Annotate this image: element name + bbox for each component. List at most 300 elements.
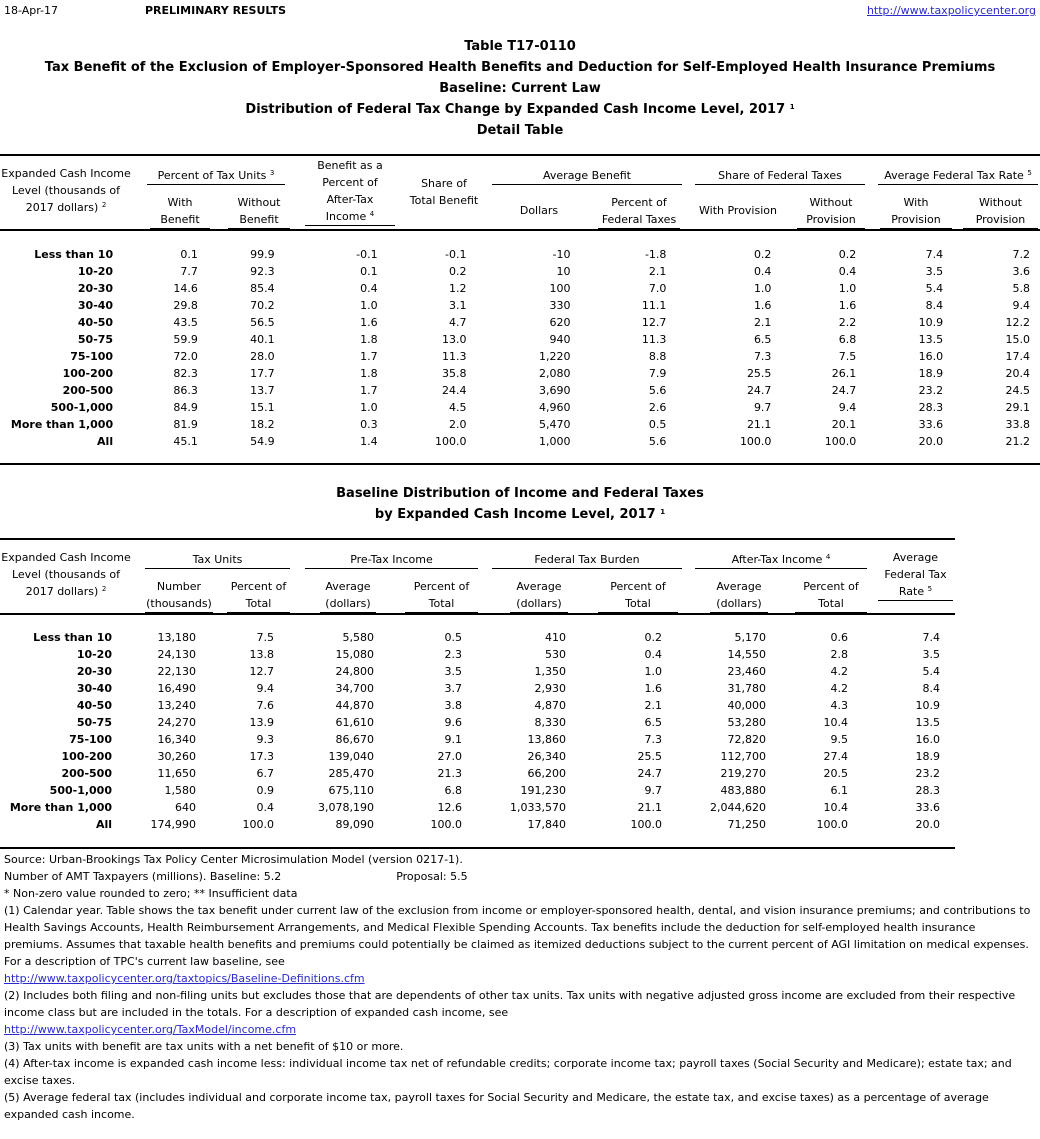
table-cell: 24.5 [1005, 384, 1030, 397]
table-cell: 7.4 [925, 248, 944, 261]
baseline-definitions-link[interactable]: http://www.taxpolicycenter.org/taxtopics/Baseline-Definitions.cfm [4, 972, 365, 985]
col-header-pct-fed-taxes: Percent of Federal Taxes [598, 194, 680, 229]
table-cell: 0.4 [838, 265, 857, 278]
table-cell: 1.0 [838, 282, 857, 295]
table-row [0, 331, 1030, 348]
table-cell: 53,280 [727, 716, 766, 729]
table-row [0, 365, 1030, 382]
footnote-1-baseline: For a description of TPC's current law baseline, see [4, 955, 285, 968]
table-row [0, 663, 940, 680]
table-cell: 24.7 [637, 767, 662, 780]
footnote-3: (3) Tax units with benefit are tax units with a net benefit of $10 or more. [4, 1040, 404, 1053]
table-cell: 40.1 [250, 333, 275, 346]
table-cell: 3.5 [922, 648, 940, 661]
col-header-income-level: Expanded Cash Income Level (thousands of 2017 dollars) $^2$ [1, 167, 131, 214]
row-label: 100-200 [62, 367, 114, 380]
table-cell: 28.3 [915, 784, 940, 797]
table-cell: 31,780 [727, 682, 766, 695]
row-label: 75-100 [70, 350, 114, 363]
table-cell: 2.3 [444, 648, 462, 661]
table-cell: 13.5 [915, 716, 940, 729]
table-cell: 7.9 [648, 367, 667, 380]
table-cell: 0.4 [644, 648, 662, 661]
table-cell: 23,460 [727, 665, 766, 678]
table-cell: 71,250 [727, 818, 766, 831]
table-cell: 0.4 [256, 801, 274, 814]
table-cell: 85.4 [250, 282, 275, 295]
divider [0, 229, 1040, 231]
table-cell: 1,220 [539, 350, 571, 363]
table-cell: 2.1 [648, 265, 667, 278]
table-cell: 1.6 [360, 316, 378, 329]
table-cell: 7.4 [922, 631, 940, 644]
table-cell: 2,080 [539, 367, 571, 380]
divider [0, 463, 1040, 465]
table-cell: 139,040 [328, 750, 374, 763]
table-cell: 7.0 [648, 282, 667, 295]
table-cell: 112,700 [720, 750, 766, 763]
row-label: Less than 10 [34, 248, 114, 261]
table-row [0, 314, 1030, 331]
table-cell: 92.3 [250, 265, 275, 278]
col-header-aftertax-avg: Average (dollars) [710, 578, 768, 613]
table-cell: 4.5 [449, 401, 467, 414]
divider [0, 613, 955, 615]
table-cell: 0.4 [753, 265, 772, 278]
table-cell: 9.4 [1012, 299, 1030, 312]
table-cell: 28.0 [250, 350, 275, 363]
table-cell: 5.6 [648, 384, 667, 397]
table-cell: 5,470 [539, 418, 571, 431]
table-cell: 20.0 [915, 818, 940, 831]
col-header-number: Number (thousands) [145, 578, 213, 613]
row-label: More than 1,000 [10, 418, 114, 431]
table-row [0, 782, 940, 799]
table-cell: 8,330 [534, 716, 566, 729]
baseline-table [0, 629, 940, 833]
table-row [0, 246, 1030, 263]
footnote-4: (4) After-tax income is expanded cash income less: individual income tax net of refundable credits; corporate income tax; payroll taxes (Social Security and Medicare); estate tax; and excise taxes. [4, 1057, 1012, 1087]
table-cell: 72.0 [173, 350, 198, 363]
table-cell: 191,230 [520, 784, 566, 797]
row-label: Less than 10 [33, 631, 112, 644]
footnote-1: (1) Calendar year. Table shows the tax benefit under current law of the exclusion from income or employer-sponsored health, dental, and vision insurance premiums; and contributions to Health Savings Accounts, Health Reimbursement Arrangements, and Medical Flexible Spending Accounts. Tax benefits include the deduction for self-employed health insurance premiums. Assumes that taxable health benefits and premiums could potentially be claimed as itemized deductions subject to the current percent of AGI limitation on medical expenses. [4, 904, 1031, 951]
table-cell: 0.3 [360, 418, 378, 431]
table-cell: 13.8 [249, 648, 274, 661]
table-cell: 25.5 [746, 367, 772, 380]
col-header-pretax-avg: Average (dollars) [320, 578, 376, 613]
table-cell: 21.1 [637, 801, 662, 814]
table-cell: 33.8 [1005, 418, 1030, 431]
table-cell: 66,200 [527, 767, 566, 780]
table-id: Table T17-0110 [464, 39, 576, 54]
col-header-dollars: Dollars [519, 204, 559, 217]
col-header-units-pct: Percent of Total [227, 578, 290, 613]
table-cell: 44,870 [335, 699, 374, 712]
table-cell: 1.0 [644, 665, 662, 678]
table-cell: 1.2 [449, 282, 467, 295]
table-cell: 86.3 [173, 384, 198, 397]
col-header-burden-pct: Percent of Total [598, 578, 678, 613]
row-label: More than 1,000 [9, 801, 112, 814]
table-cell: 26.1 [831, 367, 857, 380]
table-cell: 4.3 [830, 699, 848, 712]
table-cell: 2.0 [449, 418, 467, 431]
table-cell: 11,650 [157, 767, 196, 780]
table-cell: 20.0 [918, 435, 944, 448]
subtitle: Distribution of Federal Tax Change by Expanded Cash Income Level, 2017 $^1$ [245, 102, 795, 117]
table-cell: 5.8 [1012, 282, 1030, 295]
table-cell: 20.1 [831, 418, 857, 431]
table-cell: 3.8 [444, 699, 462, 712]
col-header-without-benefit: Without Benefit [228, 194, 290, 229]
table-cell: 21.1 [746, 418, 772, 431]
table-cell: 30,260 [157, 750, 196, 763]
row-label: 500-1,000 [49, 784, 112, 797]
table-cell: 24.7 [746, 384, 772, 397]
table-cell: 5.4 [925, 282, 944, 295]
table-cell: 24.4 [442, 384, 467, 397]
table-cell: 24,800 [335, 665, 374, 678]
table-cell: 174,990 [150, 818, 196, 831]
table-cell: 13.7 [250, 384, 275, 397]
col-header-rate-with: With Provision [880, 194, 952, 229]
table-cell: 17.3 [249, 750, 274, 763]
table-cell: 100.0 [435, 435, 467, 448]
row-label: 500-1,000 [50, 401, 114, 414]
col-header-benefit-pct: Benefit as a Percent of After-Tax Income $^4$ [305, 157, 395, 226]
table-cell: 100.0 [630, 818, 662, 831]
row-label: 40-50 [77, 316, 114, 329]
table-cell: 89,090 [335, 818, 374, 831]
divider [0, 847, 955, 849]
row-label: 50-75 [77, 333, 114, 346]
col-header-avg-rate-2: Average Federal Tax Rate $^5$ [878, 549, 953, 601]
table-cell: 24.7 [831, 384, 857, 397]
table-cell: 2.1 [753, 316, 772, 329]
table-cell: 21.2 [1005, 435, 1030, 448]
table-cell: 17.7 [250, 367, 275, 380]
table-cell: 12.7 [641, 316, 667, 329]
table-cell: 35.8 [442, 367, 467, 380]
table-cell: 45.1 [173, 435, 198, 448]
table-row [0, 731, 940, 748]
table-cell: 6.8 [838, 333, 857, 346]
table-cell: 16.0 [918, 350, 944, 363]
table-cell: 6.5 [753, 333, 772, 346]
col-header-without-provision: Without Provision [797, 194, 865, 229]
table-cell: 2,044,620 [710, 801, 766, 814]
table-row [0, 816, 940, 833]
table-cell: 2,930 [534, 682, 566, 695]
table-cell: 5.6 [648, 435, 667, 448]
table-cell: 11.1 [641, 299, 667, 312]
col-header-income-level-2: Expanded Cash Income Level (thousands of 2017 dollars) $^2$ [1, 551, 131, 598]
table-cell: 0.1 [180, 248, 198, 261]
table-row [0, 280, 1030, 297]
table-cell: 3.6 [1012, 265, 1030, 278]
table-cell: 8.8 [648, 350, 667, 363]
table-cell: 61,610 [335, 716, 374, 729]
table-cell: 1.7 [360, 384, 378, 397]
row-label: 50-75 [76, 716, 112, 729]
table-cell: 23.2 [915, 767, 940, 780]
table-row [0, 799, 940, 816]
table-cell: 10 [556, 265, 571, 278]
table-cell: 59.9 [173, 333, 198, 346]
table-cell: 1.0 [360, 299, 378, 312]
table-cell: 9.5 [830, 733, 848, 746]
table-cell: 72,820 [727, 733, 766, 746]
table-cell: 43.5 [173, 316, 198, 329]
table-cell: 620 [549, 316, 571, 329]
table-cell: 9.6 [444, 716, 462, 729]
table-cell: 6.5 [644, 716, 662, 729]
table-cell: 1.8 [360, 367, 378, 380]
table-cell: 6.8 [444, 784, 462, 797]
site-link[interactable]: http://www.taxpolicycenter.org [866, 4, 1036, 17]
table-cell: 18.9 [918, 367, 944, 380]
table-cell: 3.1 [449, 299, 467, 312]
row-label: 200-500 [62, 384, 114, 397]
row-label: 40-50 [76, 699, 112, 712]
table-cell: -1.8 [644, 248, 667, 261]
footnote-2: (2) Includes both filing and non-filing units but excludes those that are dependents of other tax units. Tax units with negative adjusted gross income are excluded from their respective income class but are included in the totals. For a description of expanded cash income, see [4, 989, 1016, 1019]
col-header-rate-without: Without Provision [963, 194, 1038, 229]
table-cell: 2.2 [838, 316, 857, 329]
table-cell: 17.4 [1005, 350, 1030, 363]
table-cell: 11.3 [641, 333, 667, 346]
table-cell: 7.6 [256, 699, 274, 712]
divider [0, 154, 1040, 156]
table-cell: 2.8 [830, 648, 848, 661]
table-cell: 3.5 [444, 665, 462, 678]
row-label: 30-40 [76, 682, 112, 695]
table-cell: 54.9 [250, 435, 275, 448]
row-label: 20-30 [76, 665, 112, 678]
table-row [0, 382, 1030, 399]
table-cell: 16,340 [157, 733, 196, 746]
table-row [0, 399, 1030, 416]
table-cell: 33.6 [915, 801, 940, 814]
col-header-tax-units: Tax Units [145, 551, 290, 569]
table-cell: 13,180 [157, 631, 196, 644]
table-row [0, 348, 1030, 365]
table-cell: 7.3 [644, 733, 662, 746]
table-cell: 13,860 [527, 733, 566, 746]
table-cell: 33.6 [918, 418, 944, 431]
table-cell: 99.9 [250, 248, 275, 261]
table-cell: 15,080 [335, 648, 374, 661]
table-cell: 16.0 [915, 733, 940, 746]
table-cell: 34,700 [335, 682, 374, 695]
row-label: All [95, 818, 112, 831]
table-cell: 1.0 [360, 401, 378, 414]
table-cell: 13.9 [249, 716, 274, 729]
table-cell: 100.0 [430, 818, 462, 831]
table-cell: 9.4 [256, 682, 274, 695]
table-cell: 9.7 [644, 784, 662, 797]
table-row [0, 416, 1030, 433]
table-cell: 0.2 [644, 631, 662, 644]
table-cell: 17,840 [527, 818, 566, 831]
table-cell: 483,880 [720, 784, 766, 797]
amt-note: Number of AMT Taxpayers (millions). Baseline: 5.2 Proposal: 5.5 [4, 870, 468, 883]
table-cell: 12.2 [1005, 316, 1030, 329]
table-cell: 27.4 [823, 750, 848, 763]
row-label: 200-500 [61, 767, 112, 780]
table-cell: 20.4 [1005, 367, 1030, 380]
status-label: PRELIMINARY RESULTS [145, 4, 287, 17]
table-cell: 12.6 [437, 801, 462, 814]
table-cell: 7.5 [256, 631, 274, 644]
table-cell: 25.5 [637, 750, 662, 763]
table-cell: -10 [552, 248, 571, 261]
table-cell: 86,670 [335, 733, 374, 746]
table-cell: 1,350 [534, 665, 566, 678]
table-cell: 6.1 [830, 784, 848, 797]
table-cell: 0.5 [648, 418, 667, 431]
table-row [0, 433, 1030, 450]
table-cell: 81.9 [173, 418, 198, 431]
table-cell: 82.3 [173, 367, 198, 380]
table-cell: 285,470 [328, 767, 374, 780]
table-cell: 330 [549, 299, 571, 312]
table-cell: 10.9 [915, 699, 940, 712]
table-cell: 18.9 [915, 750, 940, 763]
col-header-share-benefit: Share of Total Benefit [409, 177, 479, 207]
table-cell: 9.3 [256, 733, 274, 746]
table-cell: 0.9 [256, 784, 274, 797]
table-cell: 3.5 [925, 265, 944, 278]
table-row [0, 297, 1030, 314]
table-cell: 29.8 [173, 299, 198, 312]
col-header-burden-avg: Average (dollars) [510, 578, 568, 613]
table-cell: 1.0 [753, 282, 772, 295]
nonzero-note: * Non-zero value rounded to zero; ** Insufficient data [4, 887, 298, 900]
table-cell: 410 [545, 631, 566, 644]
table-cell: 8.4 [925, 299, 944, 312]
table-cell: 940 [549, 333, 571, 346]
table-cell: 8.4 [922, 682, 940, 695]
table-cell: 24,270 [157, 716, 196, 729]
col-header-pct-units: Percent of Tax Units $^3$ [147, 167, 285, 185]
table-row [0, 748, 940, 765]
baseline-label: Baseline: Current Law [439, 81, 601, 96]
table-cell: 2.1 [644, 699, 662, 712]
report-date: 18-Apr-17 [4, 4, 59, 17]
table-cell: 10.4 [823, 801, 848, 814]
col-header-aftertax-pct: Percent of Total [795, 578, 867, 613]
table-cell: 1.8 [360, 333, 378, 346]
col-header-fed-burden: Federal Tax Burden [492, 551, 682, 569]
col-header-avg-benefit: Average Benefit [492, 167, 682, 185]
footnotes [4, 851, 1034, 1123]
table-cell: 22,130 [157, 665, 196, 678]
table-cell: 0.1 [360, 265, 378, 278]
table-cell: 4.2 [830, 665, 848, 678]
table-cell: 1.7 [360, 350, 378, 363]
table-cell: 26,340 [527, 750, 566, 763]
detail-label: Detail Table [476, 123, 564, 138]
table-cell: 15.1 [250, 401, 275, 414]
table-cell: 219,270 [720, 767, 766, 780]
table-cell: 7.2 [1012, 248, 1030, 261]
table-cell: 12.7 [249, 665, 274, 678]
table-cell: 24,130 [157, 648, 196, 661]
table-cell: 21.3 [437, 767, 462, 780]
table-cell: 10.9 [918, 316, 944, 329]
detail-table [0, 246, 1030, 450]
table-cell: 56.5 [250, 316, 275, 329]
table-cell: 0.4 [360, 282, 378, 295]
table-cell: 28.3 [918, 401, 944, 414]
table-cell: 1,580 [164, 784, 196, 797]
section2-title: Baseline Distribution of Income and Federal Taxes [336, 486, 704, 501]
table-cell: 7.5 [838, 350, 857, 363]
table-cell: 70.2 [250, 299, 275, 312]
table-cell: 100 [549, 282, 571, 295]
table-cell: 23.2 [918, 384, 944, 397]
row-label: 75-100 [69, 733, 112, 746]
row-label: 10-20 [76, 648, 112, 661]
table-cell: 0.6 [830, 631, 848, 644]
income-definition-link[interactable]: http://www.taxpolicycenter.org/TaxModel/income.cfm [4, 1023, 297, 1036]
table-cell: 14,550 [727, 648, 766, 661]
table-cell: 5.4 [922, 665, 940, 678]
table-cell: 1.6 [644, 682, 662, 695]
table-cell: 20.5 [823, 767, 848, 780]
table-row [0, 263, 1030, 280]
table-cell: 4,870 [534, 699, 566, 712]
table-cell: 0.5 [444, 631, 462, 644]
row-label: 30-40 [77, 299, 114, 312]
table-cell: 16,490 [157, 682, 196, 695]
table-cell: 27.0 [437, 750, 462, 763]
table-cell: 5,580 [342, 631, 374, 644]
table-cell: 14.6 [173, 282, 198, 295]
table-cell: 40,000 [727, 699, 766, 712]
table-cell: 9.1 [444, 733, 462, 746]
table-cell: 100.0 [824, 435, 857, 448]
table-row [0, 714, 940, 731]
table-cell: 10.4 [823, 716, 848, 729]
table-cell: 100.0 [816, 818, 848, 831]
divider [0, 538, 955, 540]
table-row [0, 629, 940, 646]
table-cell: 7.3 [753, 350, 772, 363]
table-cell: -0.1 [445, 248, 467, 261]
table-cell: 3.7 [444, 682, 462, 695]
table-cell: 1,000 [539, 435, 571, 448]
table-cell: 530 [545, 648, 566, 661]
table-cell: 675,110 [328, 784, 374, 797]
table-cell: 11.3 [442, 350, 467, 363]
footnote-5: (5) Average federal tax (includes individual and corporate income tax, payroll taxes for Social Security and Medicare, the estate tax, and excise taxes) as a percentage of average expanded cash income. [4, 1091, 989, 1121]
table-cell: 4,960 [539, 401, 571, 414]
table-cell: 18.2 [250, 418, 275, 431]
row-label: 20-30 [77, 282, 114, 295]
col-header-with-benefit: With Benefit [150, 194, 210, 229]
table-title: Tax Benefit of the Exclusion of Employer-Sponsored Health Benefits and Deduction for Self-Employed Health Insurance Premiums [44, 60, 996, 75]
col-header-aftertax: After-Tax Income $^4$ [695, 551, 867, 569]
table-cell: 5,170 [734, 631, 766, 644]
table-cell: 100.0 [739, 435, 772, 448]
section2-subtitle: by Expanded Cash Income Level, 2017 $^1$ [374, 507, 666, 522]
table-cell: 1.6 [838, 299, 857, 312]
table-cell: 4.2 [830, 682, 848, 695]
table-cell: 4.7 [449, 316, 467, 329]
